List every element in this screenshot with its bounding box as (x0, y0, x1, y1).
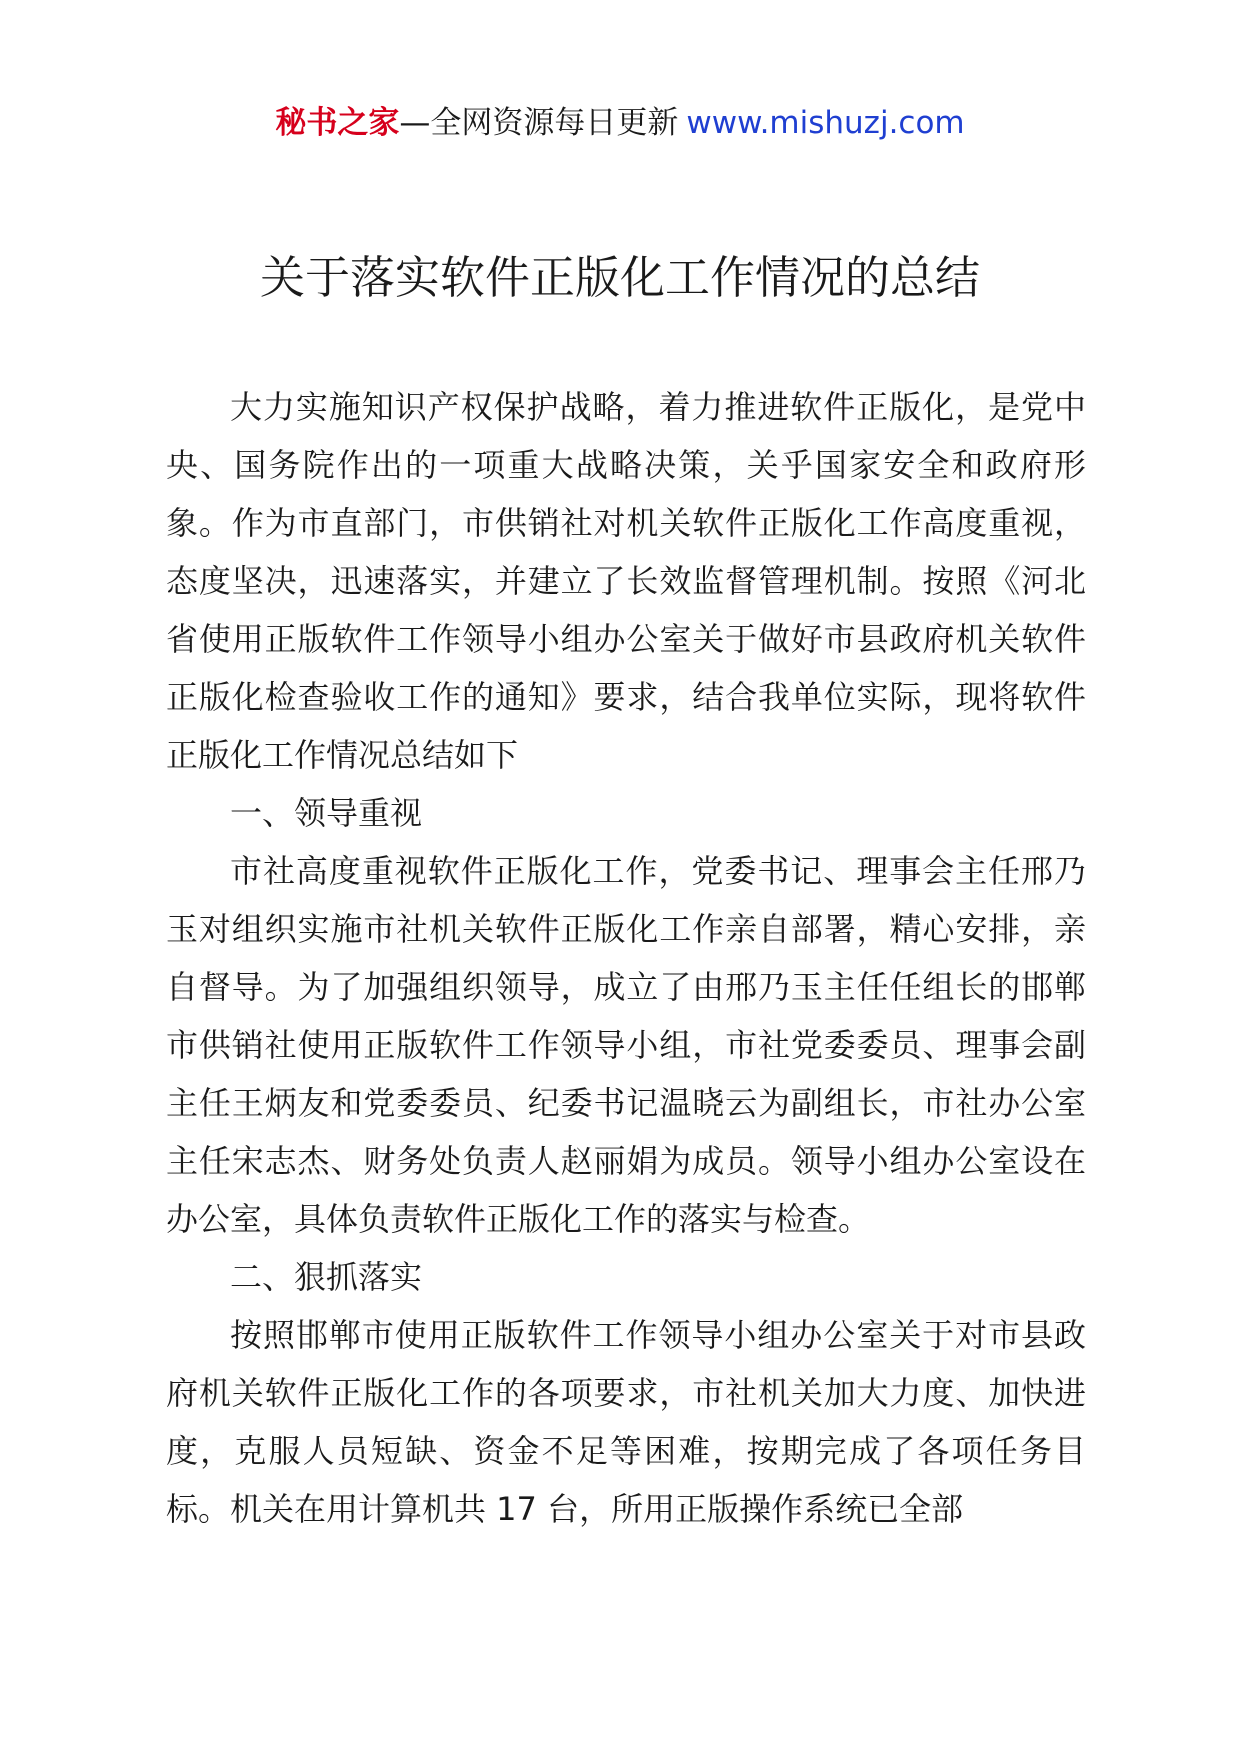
paragraph-intro: 大力实施知识产权保护战略，着力推进软件正版化，是党中央、国务院作出的一项重大战略决策，关乎国家安全和政府形象。作为市直部门，市供销社对机关软件正版化工作高度重视，态度坚决，迅速落实，并建立了长效监督管理机制。按照《河北省使用正版软件工作领导小组办公室关于做好市县政府机关软件正版化检查验收工作的通知》要求，结合我单位实际，现将软件正版化工作情况总结如下 (166, 388, 1086, 774)
section-heading-implementation: 二、狠抓落实 (230, 1258, 423, 1296)
paragraph-implementation: 按照邯郸市使用正版软件工作领导小组办公室关于对市县政府机关软件正版化工作的各项要求，市社机关加大力度、加快进度，克服人员短缺、资金不足等困难，按期完成了各项任务目标。机关在用计算机共 17 台，所用正版操作系统已全部 (166, 1316, 1086, 1528)
document-title: 关于落实软件正版化工作情况的总结 (259, 251, 980, 304)
section-heading-leadership: 一、领导重视 (230, 794, 423, 832)
site-url-link[interactable]: www.mishuzj.com (686, 105, 965, 141)
brand-name: 秘书之家 (275, 105, 400, 141)
paragraph-leadership: 市社高度重视软件正版化工作，党委书记、理事会主任邢乃玉对组织实施市社机关软件正版化工作亲自部署，精心安排，亲自督导。为了加强组织领导，成立了由邢乃玉主任任组长的邯郸市供销社使用正版软件工作领导小组，市社党委委员、理事会副主任王炳友和党委委员、纪委书记温晓云为副组长，市社办公室主任宋志杰、财务处负责人赵丽娟为成员。领导小组办公室设在办公室，具体负责软件正版化工作的落实与检查。 (166, 852, 1086, 1238)
header-tagline: —全网资源每日更新 (399, 105, 679, 141)
site-header (0, 100, 1240, 146)
document-body (166, 378, 1086, 1538)
